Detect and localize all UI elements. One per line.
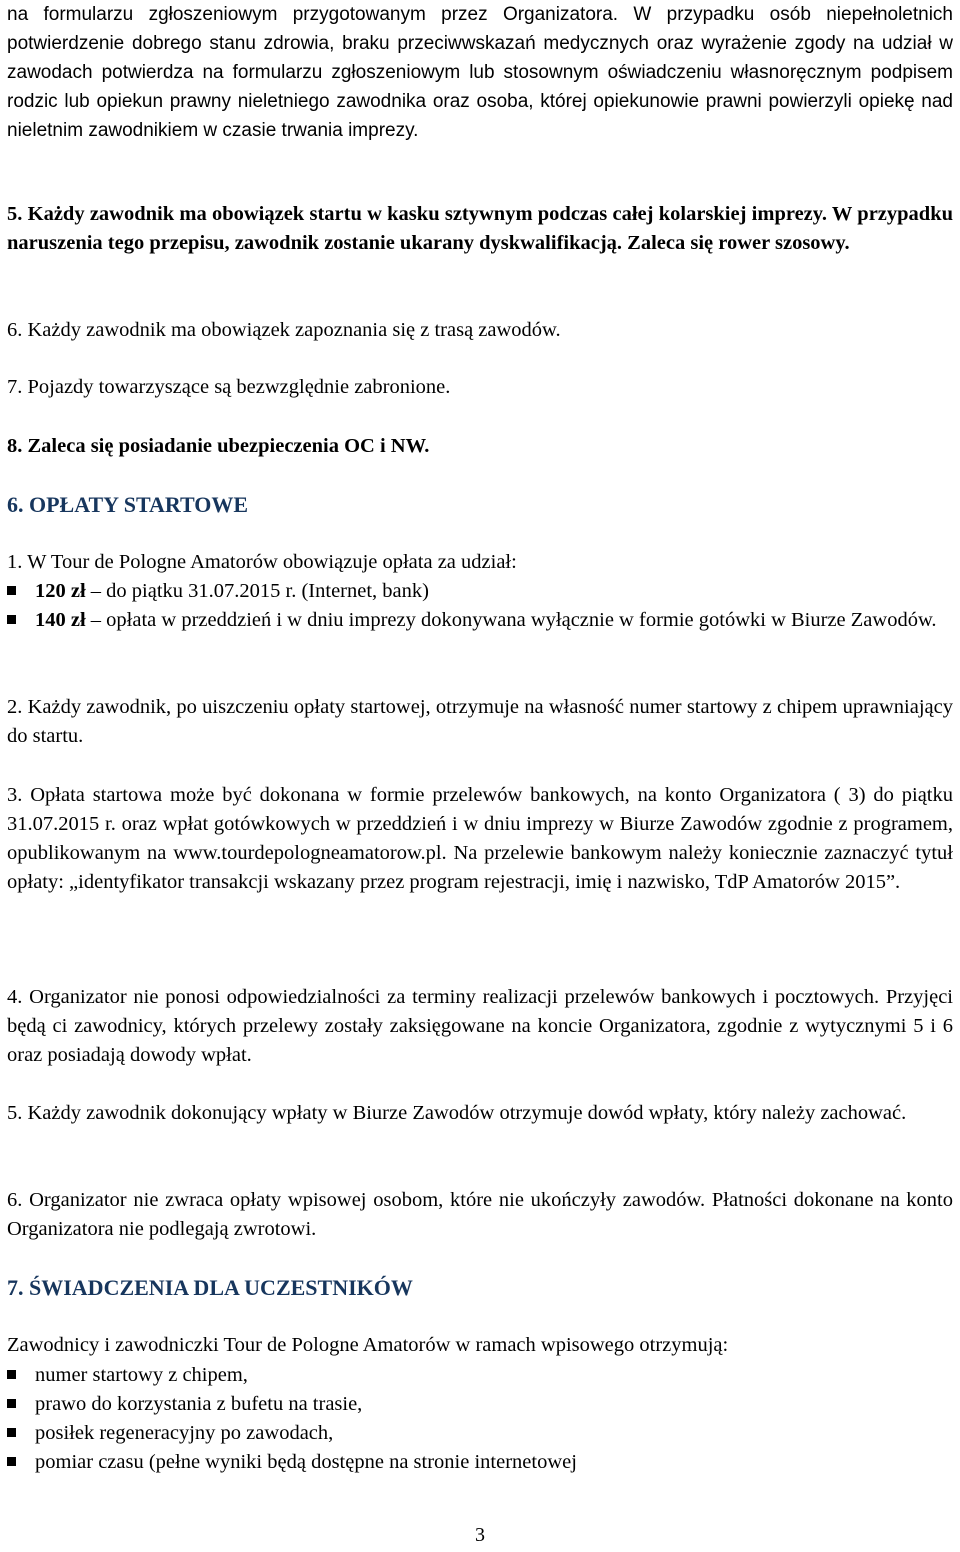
rule-6: 6. Każdy zawodnik ma obowiązek zapoznania się z trasą zawodów. <box>7 319 561 341</box>
benefit-text: numer startowy z chipem, <box>35 1364 248 1386</box>
benefits-intro: Zawodnicy i zawodniczki Tour de Pologne Amatorów w ramach wpisowego otrzymują: <box>7 1334 729 1356</box>
intro-paragraph <box>7 0 953 145</box>
benefit-item <box>7 1448 953 1477</box>
fee-bullet-2 <box>7 606 953 635</box>
square-bullet-icon <box>7 615 16 624</box>
square-bullet-icon <box>7 1457 16 1466</box>
fee-text-2: – opłata w przeddzień i w dniu imprezy dokonywana wyłącznie w formie gotówki w Biurze Zawodów. <box>85 609 937 631</box>
fees-paragraph-6: 6. Organizator nie zwraca opłaty wpisowej osobom, które nie ukończyły zawodów. Płatności dokonane na konto Organizatora nie podlegają zwrotowi. <box>7 1189 953 1240</box>
fees-paragraph-3: 3. Opłata startowa może być dokonana w formie przelewów bankowych, na konto Organizatora ( 3) do piątku 31.07.2015 r. oraz wpłat gotówkowych w przeddzień i w dniu imprezy w Biurze Zawodów zgodnie z programem, opublikowanym na www.tourdepologneamatorow.pl. Na przelewie bankowym należy koniecznie zaznaczyć tytuł opłaty: „identyfikator transakcji wskazany przez program rejestracji, imię i nazwisko, TdP Amatorów 2015”. <box>7 784 953 893</box>
benefit-item <box>7 1390 953 1419</box>
fee-amount-2: 140 zł <box>35 609 86 631</box>
fees-paragraph-2: 2. Każdy zawodnik, po uiszczeniu opłaty startowej, otrzymuje na własność numer startowy z chipem uprawniający do startu. <box>7 696 953 747</box>
benefit-text: pomiar czasu (pełne wyniki będą dostępne na stronie internetowej <box>35 1451 577 1473</box>
fee-text-1: – do piątku 31.07.2015 r. (Internet, bank) <box>85 580 429 602</box>
fees-paragraph-5: 5. Każdy zawodnik dokonujący wpłaty w Biurze Zawodów otrzymuje dowód wpłaty, który należy zachować. <box>7 1102 907 1124</box>
rule-8: 8. Zaleca się posiadanie ubezpieczenia OC i NW. <box>7 435 430 457</box>
benefit-text: prawo do korzystania z bufetu na trasie, <box>35 1393 363 1415</box>
square-bullet-icon <box>7 586 16 595</box>
square-bullet-icon <box>7 1428 16 1437</box>
page-number: 3 <box>475 1524 485 1546</box>
rule-7: 7. Pojazdy towarzyszące są bezwzględnie zabronione. <box>7 376 451 398</box>
benefit-text: posiłek regeneracyjny po zawodach, <box>35 1422 334 1444</box>
benefit-item <box>7 1419 953 1448</box>
section-6-heading: 6. OPŁATY STARTOWE <box>7 492 249 517</box>
intro-body-text: W przypadku osób niepełnoletnich potwierdzenie dobrego stanu zdrowia, braku przeciwwskazań medycznych oraz wyrażenie zgody na udział w zawodach potwierdza na formularzu zgłoszeniowym lub stosownym oświadczeniu własnoręcznym podpisem rodzic lub opiekun prawny nieletniego zawodnika oraz osoba, której opiekunowie prawni powierzyli opiekę nad nieletnim zawodnikiem w czasie trwania imprezy. <box>7 4 953 141</box>
square-bullet-icon <box>7 1370 16 1379</box>
fees-paragraph-1: 1. W Tour de Pologne Amatorów obowiązuje opłata za udział: <box>7 551 517 573</box>
rule-5: 5. Każdy zawodnik ma obowiązek startu w kasku sztywnym podczas całej kolarskiej imprezy. W przypadku naruszenia tego przepisu, zawodnik zostanie ukarany dyskwalifikacją. Zaleca się rower szosowy. <box>7 203 953 254</box>
section-7-heading: 7. ŚWIADCZENIA DLA UCZESTNIKÓW <box>7 1275 413 1300</box>
square-bullet-icon <box>7 1399 16 1408</box>
fee-amount-1: 120 zł <box>35 580 86 602</box>
fees-paragraph-4: 4. Organizator nie ponosi odpowiedzialności za terminy realizacji przelewów bankowych i pocztowych. Przyjęci będą ci zawodnicy, których przelewy zostały zaksięgowane na koncie Organizatora, zgodnie z wytycznymi 5 i 6 oraz posiadają dowody wpłat. <box>7 986 953 1066</box>
benefit-item <box>7 1361 953 1390</box>
fee-bullet-1 <box>7 577 953 606</box>
intro-sans-text: na formularzu zgłoszeniowym przygotowanym przez Organizatora. <box>7 4 619 25</box>
